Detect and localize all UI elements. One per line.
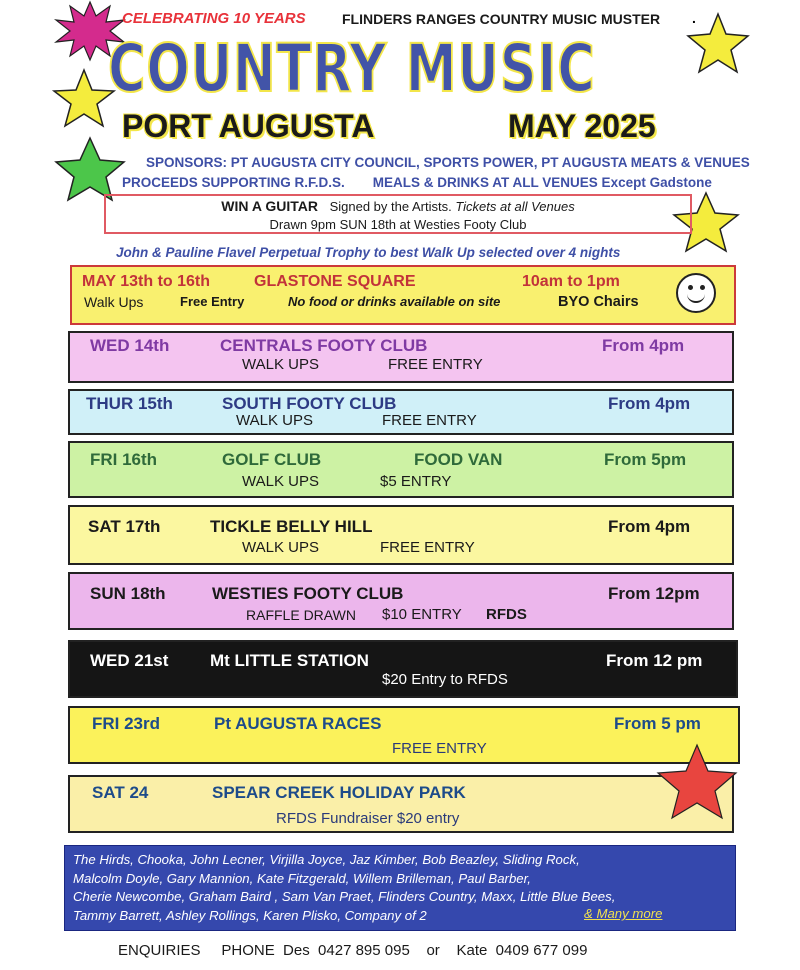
event-entry: FREE ENTRY <box>392 740 487 757</box>
walk-ups: WALK UPS <box>242 356 319 373</box>
walk-ups: WALK UPS <box>236 412 313 429</box>
event-time: From 5pm <box>604 450 687 469</box>
event-entry: Free Entry <box>180 294 245 309</box>
meals-text: MEALS & DRINKS AT ALL VENUES Except Gadstone <box>372 175 712 190</box>
poster-date: MAY 2025 <box>508 108 656 144</box>
proceeds-text: PROCEEDS SUPPORTING R.F.D.S. <box>122 175 345 190</box>
event-entry: $5 ENTRY <box>380 473 452 490</box>
artists-line: Tammy Barrett, Ashley Rollings, Karen Plisko, Company of 2 <box>73 907 427 923</box>
artists-panel <box>64 845 736 931</box>
event-entry: $20 Entry to RFDS <box>382 671 508 688</box>
guitar-signed: Signed by the Artists. <box>329 199 452 214</box>
event-entry: $10 ENTRY <box>382 606 462 623</box>
event-entry: FREE ENTRY <box>380 539 475 556</box>
raffle-note: RAFFLE DRAWN <box>246 607 356 623</box>
event-date: FRI 23rd <box>92 714 161 733</box>
trophy-line: John & Pauline Flavel Perpetual Trophy to best Walk Up selected over 4 nights <box>116 245 621 260</box>
walk-ups: Walk Ups <box>84 294 144 310</box>
event-venue: Mt LITTLE STATION <box>210 651 369 670</box>
event-venue: SOUTH FOOTY CLUB <box>222 394 397 413</box>
event-time: From 4pm <box>608 517 691 536</box>
chairs-note: BYO Chairs <box>558 294 639 310</box>
enquiries-line: ENQUIRIES PHONE Des 0427 895 095 or Kate 0409 677 099 <box>118 942 588 959</box>
event-date: SUN 18th <box>90 584 166 603</box>
poster-location: PORT AUGUSTA <box>122 108 375 144</box>
event-date: WED 14th <box>90 336 170 355</box>
event-date: FRI 16th <box>90 450 158 469</box>
artists-line: The Hirds, Chooka, John Lecner, Virjilla Joyce, Jaz Kimber, Bob Beazley, Sliding Rock, <box>73 852 580 867</box>
guitar-tickets: Tickets at all Venues <box>455 199 575 214</box>
event-venue: SPEAR CREEK HOLIDAY PARK <box>212 783 466 802</box>
event-date: SAT 17th <box>88 517 161 536</box>
header-dot: . <box>692 10 696 26</box>
event-extra: FOOD VAN <box>414 450 503 469</box>
event-date: THUR 15th <box>86 394 173 413</box>
event-venue: Pt AUGUSTA RACES <box>214 714 382 733</box>
event-time: From 5 pm <box>614 714 701 733</box>
event-date: MAY 13th to 16th <box>82 273 211 290</box>
event-time: 10am to 1pm <box>522 273 620 290</box>
walk-ups: WALK UPS <box>242 473 319 490</box>
walk-ups: WALK UPS <box>242 539 319 556</box>
many-more-link: & Many more <box>584 906 663 921</box>
sponsors-line: SPONSORS: PT AUGUSTA CITY COUNCIL, SPORTS POWER, PT AUGUSTA MEATS & VENUES <box>146 155 750 170</box>
event-time: From 12 pm <box>606 651 703 670</box>
event-entry: FREE ENTRY <box>388 356 483 373</box>
anniversary-banner: CELEBRATING 10 YEARS <box>122 10 306 27</box>
guitar-drawn: Drawn 9pm SUN 18th at Westies Footy Club <box>269 217 527 232</box>
event-name: FLINDERS RANGES COUNTRY MUSIC MUSTER <box>342 11 661 27</box>
guitar-headline: WIN A GUITAR <box>221 198 318 214</box>
event-venue: CENTRALS FOOTY CLUB <box>220 336 428 355</box>
event-venue: GOLF CLUB <box>222 450 322 469</box>
event-venue: GLASTONE SQUARE <box>254 273 416 290</box>
event-date: WED 21st <box>90 651 169 670</box>
poster-title: COUNTRY MUSIC <box>108 30 596 107</box>
event-entry: RFDS Fundraiser $20 entry <box>276 810 460 827</box>
event-date: SAT 24 <box>92 783 149 802</box>
star-icon <box>658 745 736 818</box>
event-time: From 4pm <box>602 336 685 355</box>
food-note: No food or drinks available on site <box>288 294 501 309</box>
event-time: From 4pm <box>608 394 691 413</box>
artists-line: Cherie Newcombe, Graham Baird , Sam Van Praet, Flinders Country, Maxx, Little Blue Bees, <box>73 889 616 904</box>
event-venue: WESTIES FOOTY CLUB <box>212 584 404 603</box>
event-entry: FREE ENTRY <box>382 412 477 429</box>
event-venue: TICKLE BELLY HILL <box>210 517 373 536</box>
artists-line: Malcolm Doyle, Gary Mannion, Kate Fitzgerald, Willem Brilleman, Paul Barber, <box>73 870 531 886</box>
event-time: From 12pm <box>608 584 700 603</box>
rfds-note: RFDS <box>486 606 527 623</box>
